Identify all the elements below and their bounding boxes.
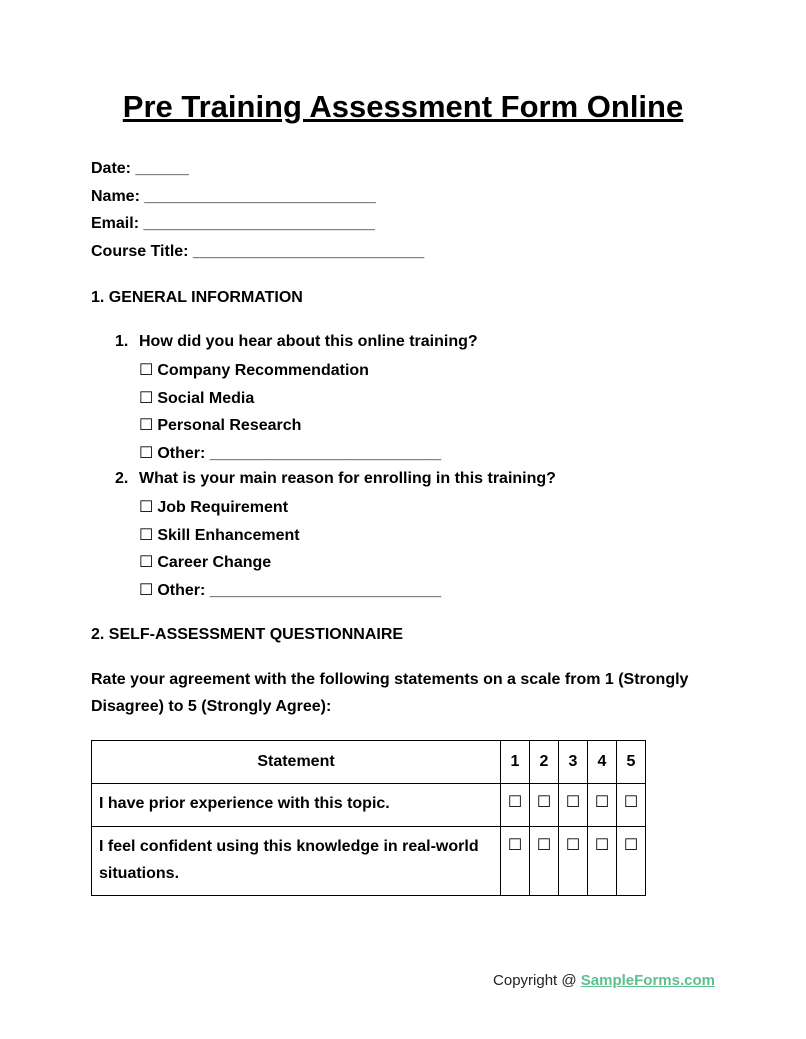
option-other-1[interactable] [139,443,441,463]
table-row [92,784,646,827]
course-title-blank[interactable]: __________________________ [192,243,425,260]
header-statement: Statement [92,741,501,784]
option-skill-enhancement[interactable] [139,525,300,545]
date-field[interactable] [91,160,189,178]
name-label: Name: [91,188,140,205]
rating-instructions: Rate your agreement with the following statements on a scale from 1 (Strongly Disagree) to 5 (Strongly Agree): [91,671,689,715]
statement-cell: I have prior experience with this topic. [92,784,501,827]
rating-table [91,740,646,896]
statement-cell: I feel confident using this knowledge in real-world situations. [92,827,501,896]
section-general-information-heading: 1. GENERAL INFORMATION [91,289,303,306]
header-5: 5 [617,741,646,784]
rating-checkbox-1[interactable]: ☐ [501,827,530,896]
rating-checkbox-5[interactable]: ☐ [617,827,646,896]
table-header-row [92,741,646,784]
option-label: Social Media [157,390,255,407]
option-label: Career Change [157,554,272,571]
copyright-text: Copyright @ [493,972,581,989]
option-career-change[interactable] [139,552,271,572]
option-label[interactable]: Other: __________________________ [157,445,442,462]
email-label: Email: [91,215,140,232]
copyright-footer [493,972,715,989]
email-field[interactable] [91,215,375,233]
date-blank[interactable]: ______ [135,160,189,177]
option-company-recommendation[interactable] [139,360,369,380]
option-label[interactable]: Other: __________________________ [157,582,442,599]
option-label: Personal Research [157,417,302,434]
question-text: How did you hear about this online training? [139,333,478,350]
rating-checkbox-5[interactable]: ☐ [617,784,646,827]
rating-checkbox-2[interactable]: ☐ [530,784,559,827]
header-3: 3 [559,741,588,784]
checkbox-icon[interactable]: ☐ [139,582,154,599]
rating-checkbox-3[interactable]: ☐ [559,784,588,827]
option-personal-research[interactable] [139,415,301,435]
question-text: What is your main reason for enrolling in this training? [139,470,556,487]
question-2 [115,470,556,488]
checkbox-icon[interactable]: ☐ [139,362,154,379]
section-self-assessment-heading: 2. SELF-ASSESSMENT QUESTIONNAIRE [91,626,404,643]
question-number: 1. [115,333,129,350]
option-label: Skill Enhancement [157,527,300,544]
option-social-media[interactable] [139,388,254,408]
option-job-requirement[interactable] [139,497,288,517]
option-label: Company Recommendation [157,362,369,379]
email-blank[interactable]: __________________________ [143,215,375,232]
name-field[interactable] [91,188,376,206]
rating-checkbox-4[interactable]: ☐ [588,827,617,896]
rating-checkbox-3[interactable]: ☐ [559,827,588,896]
question-number: 2. [115,470,129,487]
header-2: 2 [530,741,559,784]
option-other-2[interactable] [139,580,441,600]
question-1 [115,333,478,351]
course-title-field[interactable] [91,243,424,261]
checkbox-icon[interactable]: ☐ [139,445,154,462]
checkbox-icon[interactable]: ☐ [139,554,154,571]
date-label: Date: [91,160,132,177]
page-title: Pre Training Assessment Form Online [122,89,684,124]
checkbox-icon[interactable]: ☐ [139,417,154,434]
rating-checkbox-4[interactable]: ☐ [588,784,617,827]
checkbox-icon[interactable]: ☐ [139,527,154,544]
sampleforms-link[interactable]: SampleForms.com [580,972,715,989]
option-label: Job Requirement [157,499,289,516]
header-4: 4 [588,741,617,784]
checkbox-icon[interactable]: ☐ [139,390,154,407]
table-row [92,827,646,896]
name-blank[interactable]: __________________________ [144,188,376,205]
course-title-label: Course Title: [91,243,189,260]
checkbox-icon[interactable]: ☐ [139,499,154,516]
header-1: 1 [501,741,530,784]
rating-checkbox-1[interactable]: ☐ [501,784,530,827]
rating-checkbox-2[interactable]: ☐ [530,827,559,896]
